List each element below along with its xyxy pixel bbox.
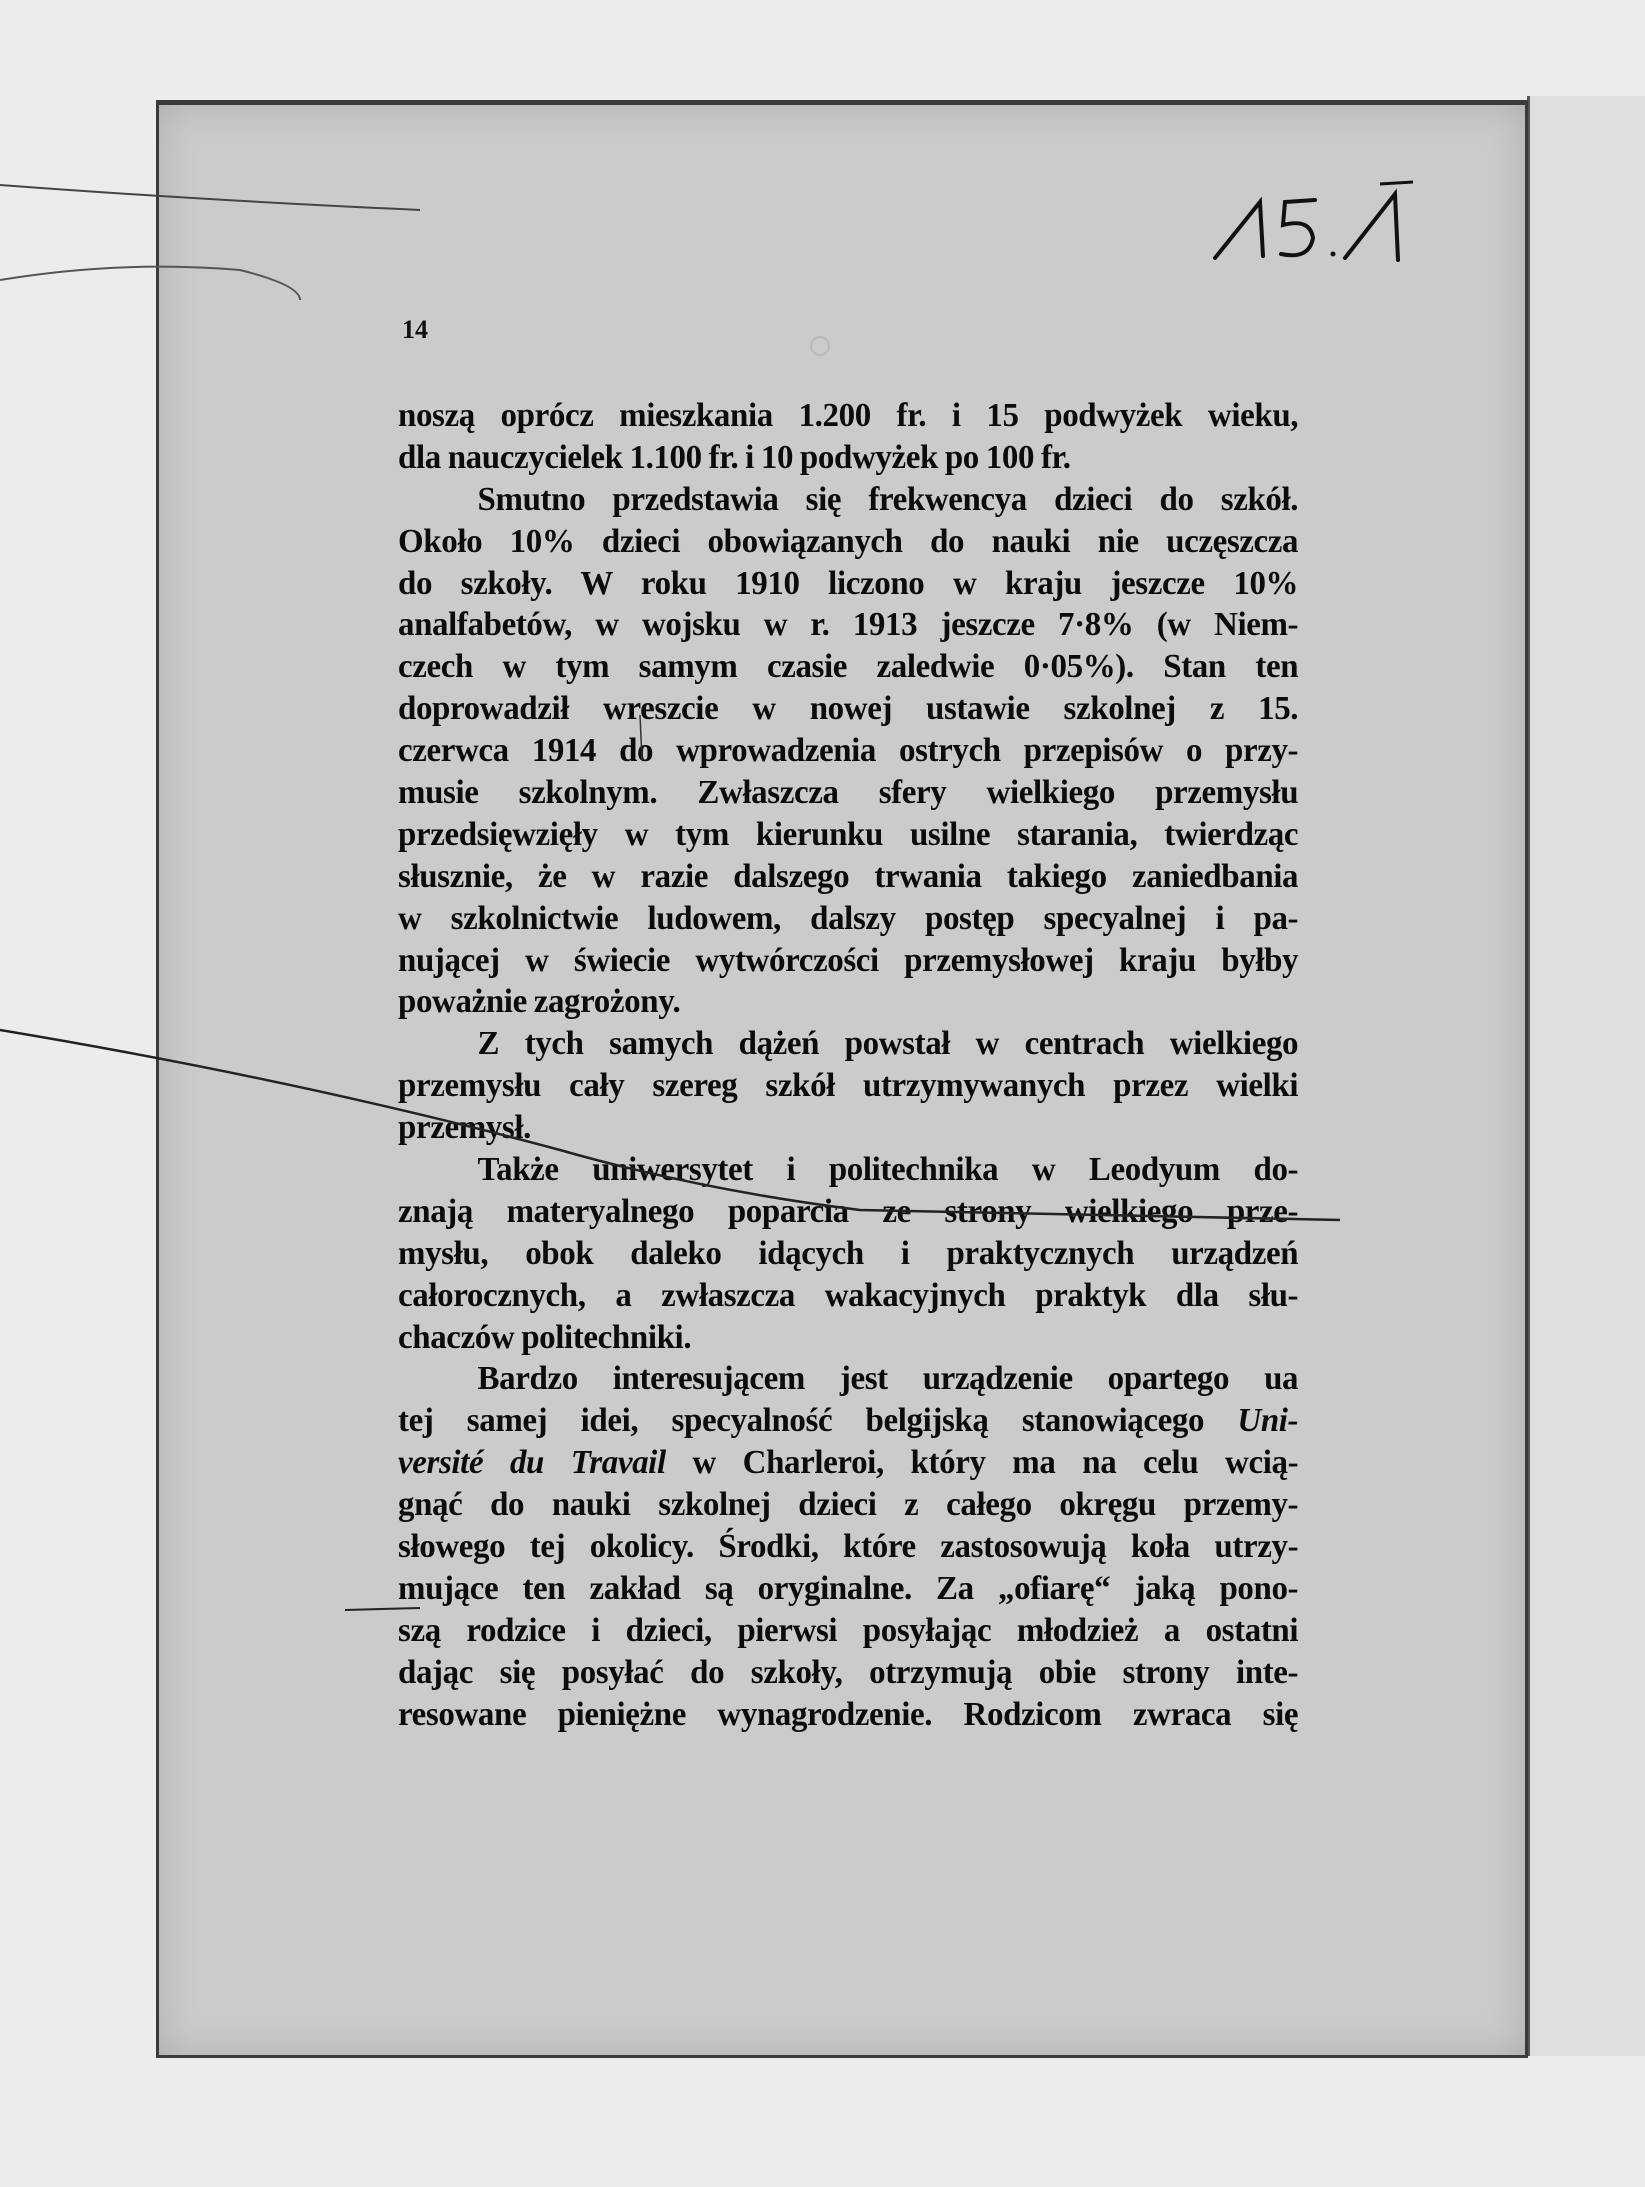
text-segment: słowego tej okolicy. Środki, które zastosowują koła utrzy-	[398, 1528, 1299, 1566]
text-segment: czech w tym samym czasie zaledwie 0·05%). Stan ten	[398, 648, 1299, 686]
text-segment: w Charleroi, który ma na celu wcią-	[665, 1444, 1299, 1482]
text-line	[398, 1526, 1298, 1568]
text-segment: doprowadził wreszcie w nowej ustawie szkolnej z 15.	[398, 690, 1299, 728]
text-segment: analfabetów, w wojsku w r. 1913 jeszcze 7·8% (w Niem-	[398, 606, 1299, 644]
handwritten-folio-number	[1205, 180, 1425, 270]
text-segment: Także uniwersytet i politechnika w Leodyum do-	[477, 1151, 1299, 1189]
text-line	[398, 1610, 1298, 1652]
text-segment: w szkolnictwie ludowem, dalszy postęp specyalnej i pa-	[398, 899, 1299, 937]
text-line	[398, 898, 1298, 940]
text-segment: całorocznych, a zwłaszcza wakacyjnych praktyk dla słu-	[398, 1276, 1299, 1314]
text-line	[398, 730, 1298, 772]
text-line	[398, 1442, 1298, 1484]
italic-text-segment: Uni-	[1237, 1402, 1299, 1440]
text-line	[398, 1484, 1298, 1526]
text-segment: mysłu, obok daleko idących i praktycznych urządzeń	[398, 1234, 1299, 1272]
text-line	[398, 688, 1298, 730]
text-line	[398, 1694, 1298, 1736]
text-line	[398, 604, 1298, 646]
text-segment: Smutno przedstawia się frekwencya dzieci do szkół.	[477, 480, 1299, 518]
text-line	[398, 772, 1298, 814]
text-line	[398, 646, 1298, 688]
text-line	[398, 437, 1298, 479]
text-line	[398, 1275, 1298, 1317]
text-line	[398, 981, 1298, 1023]
text-segment: nującej w świecie wytwórczości przemysłowej kraju byłby	[398, 941, 1299, 979]
text-segment: dla nauczycielek 1.100 fr. i 10 podwyżek po 100 fr.	[398, 438, 1071, 476]
text-line	[398, 1317, 1298, 1359]
text-segment: przedsięwzięły w tym kierunku usilne starania, twierdząc	[398, 815, 1299, 853]
text-segment: mujące ten zakład są oryginalne. Za „ofiarę“ jaką pono-	[398, 1569, 1299, 1607]
text-line	[398, 940, 1298, 982]
text-segment: czerwca 1914 do wprowadzenia ostrych przepisów o przy-	[398, 732, 1299, 770]
text-segment: resowane pieniężne wynagrodzenie. Rodzicom zwraca się	[398, 1695, 1299, 1733]
text-line	[398, 479, 1298, 521]
text-segment: dając się posyłać do szkoły, otrzymują obie strony inte-	[398, 1653, 1299, 1691]
text-line	[398, 1568, 1298, 1610]
text-segment: Około 10% dzieci obowiązanych do nauki nie uczęszcza	[398, 522, 1299, 560]
text-line	[398, 395, 1298, 437]
text-line	[398, 1191, 1298, 1233]
text-line	[398, 1400, 1298, 1442]
text-line	[398, 1233, 1298, 1275]
text-segment: chaczów politechniki.	[398, 1318, 692, 1356]
adjacent-page-edge	[1527, 96, 1645, 2056]
body-text	[398, 395, 1326, 1736]
text-line	[398, 814, 1298, 856]
text-segment: Bardzo interesującem jest urządzenie opartego ua	[477, 1360, 1299, 1398]
text-line	[398, 563, 1298, 605]
text-line	[398, 1652, 1298, 1694]
text-segment: noszą oprócz mieszkania 1.200 fr. i 15 podwyżek wieku,	[398, 397, 1299, 434]
text-segment: musie szkolnym. Zwłaszcza sfery wielkiego przemysłu	[398, 774, 1299, 812]
text-segment: do szkoły. W roku 1910 liczono w kraju jeszcze 10%	[398, 564, 1299, 602]
text-segment: gnąć do nauki szkolnej dzieci z całego okręgu przemy-	[398, 1486, 1299, 1524]
page-number: 14	[402, 315, 428, 344]
text-line	[398, 521, 1298, 563]
text-line	[398, 1149, 1298, 1191]
text-line	[398, 1023, 1298, 1065]
text-segment: szą rodzice i dzieci, pierwsi posyłając młodzież a ostatni	[398, 1611, 1299, 1649]
italic-text-segment: versité du Travail	[398, 1444, 666, 1482]
text-segment: słusznie, że w razie dalszego trwania takiego zaniedbania	[398, 857, 1299, 895]
text-line	[398, 1065, 1298, 1107]
text-segment: znają materyalnego poparcia ze strony wielkiego prze-	[398, 1192, 1299, 1230]
text-line	[398, 856, 1298, 898]
text-segment: poważnie zagrożony.	[398, 983, 681, 1021]
text-segment: przemysł.	[398, 1109, 531, 1147]
text-line	[398, 1358, 1298, 1400]
text-segment: przemysłu cały szereg szkół utrzymywanych przez wielki	[398, 1067, 1299, 1105]
text-line	[398, 1107, 1298, 1149]
text-segment: tej samej idei, specyalność belgijską stanowiącego	[398, 1402, 1238, 1440]
text-segment: Z tych samych dążeń powstał w centrach wielkiego	[477, 1025, 1299, 1063]
